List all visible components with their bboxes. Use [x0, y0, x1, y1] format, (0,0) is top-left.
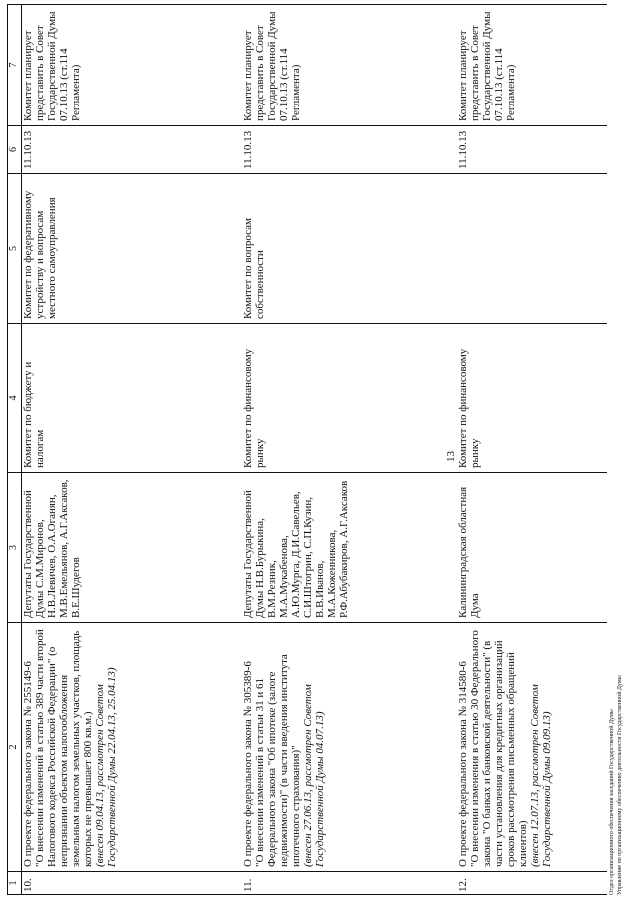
bill-authors: Калининградская областная Дума	[457, 473, 607, 623]
deadline-date: 11.10.13	[22, 126, 242, 174]
bill-title: О проекте федерального закона № 255149-6	[22, 661, 34, 867]
bill-authors: Депутаты Государственной Думы С.М.Миронов, Н.В.Левичев, О.А.Оганян, М.В.Емельянов, А.Г.Аксаков, В.Е.Шудегов	[22, 473, 242, 623]
col-header-4: 4	[8, 324, 22, 473]
bill-description	[22, 623, 242, 872]
bill-title: О проекте федерального закона № 314580-6	[456, 661, 469, 867]
committee-plan: Комитет планирует представить в Совет Государственной Думы 07.10.13 (ст.114 Регламента)	[457, 5, 607, 126]
col-header-2: 2	[8, 623, 22, 872]
col-header-1: 1	[8, 872, 22, 895]
committee-plan: Комитет планирует представить в Совет Государственной Думы 07.10.13 (ст.114 Регламента)	[242, 5, 457, 126]
bill-description	[242, 623, 457, 872]
col-header-6: 6	[8, 126, 22, 174]
co-committee: Комитет по вопросам собственности	[242, 174, 457, 324]
committee-plan: Комитет планирует представить в Совет Государственной Думы 07.10.13 (ст.114 Регламента)	[22, 5, 242, 126]
co-committee: Комитет по федеративному устройству и вопросам местного самоуправления	[22, 174, 242, 324]
footer	[608, 675, 624, 895]
table-row	[457, 5, 607, 895]
bill-description	[457, 623, 607, 872]
column-number-header	[8, 5, 22, 895]
deadline-date: 11.10.13	[242, 126, 457, 174]
table-row	[242, 5, 457, 895]
bill-body: "О внесении изменений в статью 389 части второй Налогового кодекса Российской Федерации" (о непризнании объектом налогообложения земельным налогом земельных участков, площадь которых не превышает 800 кв.м.)	[34, 629, 94, 867]
col-header-3: 3	[8, 473, 22, 623]
footer-line-2: Управление по организационному обеспечению деятельности Государственной Думы	[617, 675, 623, 895]
row-number: 10.	[22, 872, 242, 895]
bill-body: "О внесении изменения в статью 30 Федерального закона "О банках и банковской деятельности" (в части установления для кредитных организаций сроков рассмотрения письменных обращений клиентов)	[468, 630, 529, 867]
footer-line-1: Отдел организационного обеспечения заседаний Государственной Думы	[609, 709, 615, 895]
page-number: 13	[445, 451, 457, 462]
col-header-7: 7	[8, 5, 22, 126]
bill-body: "О внесении изменений в статьи 31 и 61 Федерального закона "Об ипотеке (залоге недвижимости)" (в части введения института ипотечного страхования)"	[253, 654, 302, 867]
co-committee	[457, 174, 607, 324]
row-number: 12.	[457, 872, 607, 895]
bill-intro-info: (внесен 09.04.13, рассмотрен Советом Государственной Думы 22.04.13, 25.04.13)	[94, 667, 118, 867]
responsible-committee: Комитет по финансовому рынку	[242, 324, 457, 473]
responsible-committee: Комитет по бюджету и налогам	[22, 324, 242, 473]
bill-authors: Депутаты Государственной Думы Н.В.Бурыкина, В.М.Резник, М.А.Мукабенова, А.Ю.Мурга, Д.И.Савельев, С.И.Штогрин, С.П.Кузин, В.В.Иванов, М.А.Коженникова, Р.Ф.Абубакиров, А.Г.Аксаков	[242, 473, 457, 623]
deadline-date: 11.10.13	[457, 126, 607, 174]
bill-title: О проекте федерального закона № 305389-6	[241, 661, 254, 867]
bill-intro-info: (внесен 12.07.13, рассмотрен Советом Государственной Думы 09.09.13)	[528, 684, 553, 867]
bills-table	[7, 4, 607, 895]
table-row	[22, 5, 242, 895]
col-header-5: 5	[8, 174, 22, 324]
responsible-committee: Комитет по финансовому рынку	[457, 324, 607, 473]
bill-intro-info: (внесен 27.06.13, рассмотрен Советом Государственной Думы 04.07.13)	[301, 684, 326, 867]
row-number: 11.	[242, 872, 457, 895]
